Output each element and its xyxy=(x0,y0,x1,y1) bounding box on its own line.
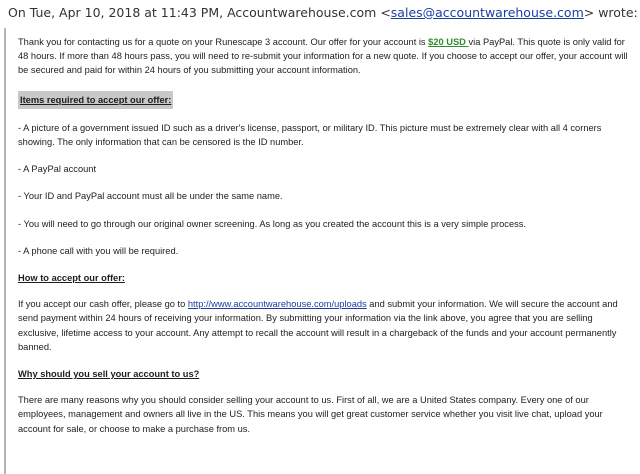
requirements-heading-line xyxy=(18,91,629,109)
requirement-item: - Your ID and PayPal account must all be under the same name. xyxy=(18,191,283,202)
why-paragraph: There are many reasons why you should consider selling your account to us. First of all, we are a United States company. Every one of our employees, management and owners all live in the US. This means you will get great customer service whether you visit live chat, upload your account for sale, or choose to make a purchase from us. xyxy=(18,395,603,434)
requirement-item: - A phone call with you will be required. xyxy=(18,245,179,256)
intro-paragraph xyxy=(18,35,629,78)
why-heading: Why should you sell your account to us? xyxy=(18,369,200,380)
quoted-message xyxy=(4,28,637,474)
requirement-item: - A PayPal account xyxy=(18,164,97,175)
attribution-suffix: > wrote: xyxy=(583,5,638,20)
how-to-heading: How to accept our offer: xyxy=(18,273,125,284)
attribution-prefix: On Tue, Apr 10, 2018 at 11:43 PM, Accountwarehouse.com < xyxy=(8,5,391,20)
requirements-heading: Items required to accept our offer: xyxy=(18,91,173,109)
sender-email-link[interactable]: sales@accountwarehouse.com xyxy=(390,5,584,20)
how-to-paragraph xyxy=(18,297,629,354)
how-to-text-2: and submit your information. We will secure the account and send payment within 24 hours of receiving your information. By submitting your information via the link above, you agree that you are selling exclusive, lifetime access to your account. Any attempt to recall the account will result in a chargeback of the funds and your account permanently banned. xyxy=(18,299,618,352)
why-heading-line xyxy=(18,367,629,381)
how-to-heading-line xyxy=(18,271,629,285)
intro-text-1: Thank you for contacting us for a quote on your Runescape 3 account. Our offer for your account is xyxy=(18,37,429,47)
intro-text-2: via PayPal. This quote is only valid for 48 hours. If more than 48 hours pass, you will need to re-submit your information for a new quote. If you choose to accept our offer, your account will be secured and paid for within 24 hours of you submitting your account information. xyxy=(18,37,628,76)
uploads-link[interactable]: http://www.accountwarehouse.com/uploads xyxy=(187,299,367,310)
how-to-text-1: If you accept our cash offer, please go to xyxy=(18,299,188,310)
requirement-item: - A picture of a government issued ID such as a driver's license, passport, or military ID. This picture must be extremely clear with all 4 corners showing. The only information that can be censored is the ID number. xyxy=(18,122,602,148)
requirement-item: - You will need to go through our original owner screening. As long as you created the account this is a very simple process. xyxy=(18,218,527,229)
quote-attribution xyxy=(8,5,636,20)
offer-price: $20 USD xyxy=(428,37,469,47)
